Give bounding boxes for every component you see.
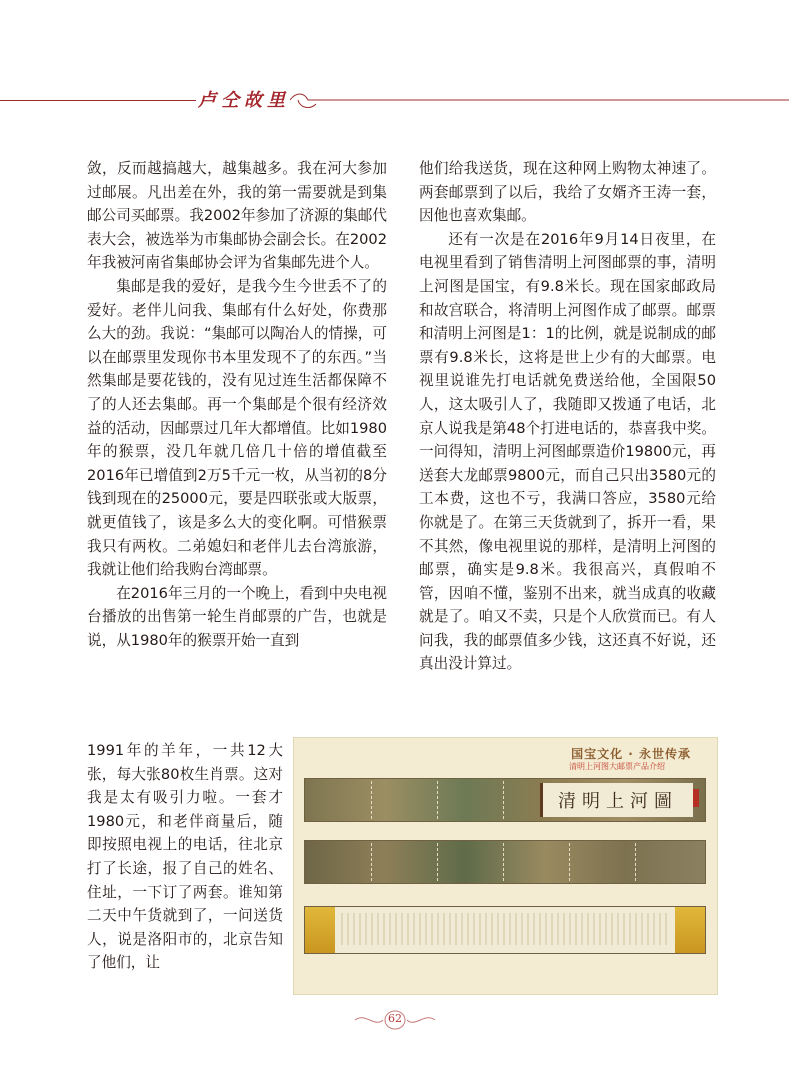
stamp-perforation bbox=[371, 781, 372, 819]
stamp-strip bbox=[304, 840, 706, 884]
left-column bbox=[87, 157, 387, 652]
paragraph: 还有一次是在2016年9月14日夜里，在电视里看到了销售清明上河图邮票的事，清明上河图是国宝，有9.8米长。现在国家邮政局和故宫联合，将清明上河图作成了邮票。邮票和清明上河图是1：1的比例，就是说制成的邮票有9.8米长，这将是世上少有的大邮票。电视里说谁先打电话就免费送给他，全国限50人，这太吸引人了，我随即又拨通了电话，北京人说我是第48个打进电话的，恭喜我中奖。一问得知，清明上河图邮票造价19800元，再送套大龙邮票9800元，而自己只出3580元的工本费，这也不亏，我满口答应，3580元给你就是了。在第三天货就到了，拆开一看，果不其然，像电视里说的那样，是清明上河图的邮票，确实是9.8米。我很高兴，真假咱不管，因咱不懂，鉴别不出来，就当成真的收藏就是了。咱又不卖，只是个人欣赏而已。有人问我，我的邮票值多少钱，这还真不好说，还真出没计算过。 bbox=[419, 230, 716, 673]
stamp-perforation bbox=[635, 843, 636, 881]
stamp-photo bbox=[293, 737, 718, 995]
stamp-perforation bbox=[569, 843, 570, 881]
figure-subtitle: 清明上河图大邮票产品介绍 bbox=[569, 762, 665, 771]
right-column bbox=[419, 157, 716, 676]
stamp-perforation bbox=[503, 843, 504, 881]
gold-panel bbox=[305, 907, 335, 953]
stamp-strip-calligraphy bbox=[304, 906, 706, 954]
paragraph: 集邮是我的爱好，是我今生今世丢不了的爱好。老伴儿问我、集邮有什么好处，你费那么大的劲。我说：“集邮可以陶冶人的情操，可以在邮票里发现你书本里发现不了的东西。”当然集邮是要花钱的，没有见过连生活都保障不了的人还去集邮。再一个集邮是个很有经济效益的活动，因邮票过几年大都增值。比如1980年的猴票，没几年就几倍几十倍的增值截至2016年已增值到2万5千元一枚，从当初的8分钱到现在的25000元，要是四联张或大版票，就更值钱了，该是多么大的变化啊。可惜猴票我只有两枚。二弟媳妇和老伴儿去台湾旅游，我就让他们给我购台湾邮票。 bbox=[87, 277, 387, 579]
stamp-strip bbox=[304, 778, 706, 822]
section-title: 卢仝故里 bbox=[198, 90, 290, 111]
left-column-narrow bbox=[87, 739, 283, 975]
paragraph: 敛，反而越搞越大，越集越多。我在河大参加过邮展。凡出差在外，我的第一需要就是到集邮公司买邮票。我2002年参加了济源的集邮代表大会，被选举为市集邮协会副会长。在2002年我被河南省集邮协会评为省集邮先进个人。 bbox=[87, 160, 387, 272]
gold-panel bbox=[675, 907, 705, 953]
page-number: 62 bbox=[388, 1012, 402, 1025]
stamp-perforation bbox=[437, 843, 438, 881]
header-ornament bbox=[290, 82, 789, 122]
paragraph: 他们给我送货，现在这种网上购物太神速了。两套邮票到了以后，我给了女婿齐王涛一套，因他也喜欢集邮。 bbox=[419, 160, 716, 225]
paragraph: 在2016年三月的一个晚上，看到中央电视台播放的出售第一轮生肖邮票的广告，也就是说，从1980年的猴票开始一直到 bbox=[87, 584, 387, 649]
stamp-perforation bbox=[371, 843, 372, 881]
calligraphy-text-block bbox=[341, 913, 669, 945]
header-rule-left bbox=[0, 100, 196, 101]
paragraph: 1991年的羊年，一共12大张，每大张80枚生肖票。这对我是太有吸引力啦。一套才1980元，和老伴商量后，随即按照电视上的电话，往北京打了长途，报了自己的姓名、住址，一下订了两套。谁知第二天中午货就到了，一问送货人，说是洛阳市的，北京告知了他们，让 bbox=[87, 742, 283, 972]
stamp-perforation bbox=[503, 781, 504, 819]
red-seal bbox=[693, 789, 699, 807]
figure-title: 国宝文化 · 永世传承 bbox=[571, 747, 691, 761]
stamp-perforation bbox=[437, 781, 438, 819]
calligraphy-title: 清明上河圖 bbox=[540, 783, 693, 817]
